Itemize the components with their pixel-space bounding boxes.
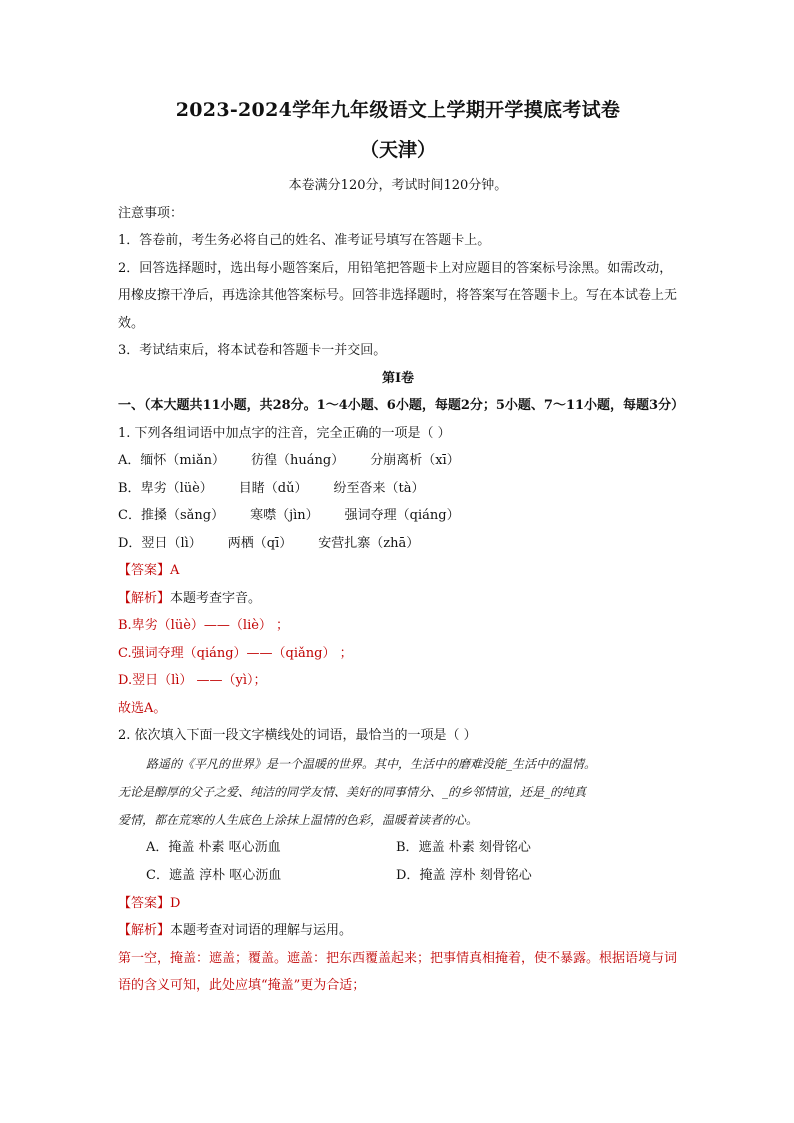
option-item: 纷至沓来（tà） [333,480,425,496]
q1-explanation-c: C.强词夺理（qiáng）——（qiǎng） ； [118,645,353,661]
option-label: D． [118,535,142,551]
q2-option-c [146,862,396,890]
q1-analysis [118,585,678,613]
notes-heading: 注意事项： [118,205,184,221]
note-1: 1．答卷前，考生务必将自己的姓名、准考证号填写在答题卡上。 [118,233,491,248]
exam-info: 本卷满分120分，考试时间120分钟。 [288,178,508,193]
q2-answer [118,890,678,918]
note-3: 3．考试结束后，将本试卷和答题卡一并交回。 [118,343,387,358]
answer-tag: 【答案】 [118,563,171,578]
option-item: 缅怀（miǎn） [140,453,225,468]
option-label: A． [118,453,141,468]
option-item: 寒噤（jìn） [250,508,319,523]
q1-option-d [118,530,678,558]
q1-option-b [118,475,678,503]
option-item: 目睹（dǔ） [238,480,308,496]
answer-value: D [170,895,181,911]
option-label: B． [118,480,141,496]
q2-stem: 2. 依次填入下面一段文字横线处的词语，最恰当的一项是（ ） [118,728,477,743]
q2-explanation-1: 第一空，掩盖：遮盖；覆盖。遮盖：把东西覆盖起来；把事情真相掩着，使不暴露。根据语境与词语的含义可知，此处应填“掩盖”更为合适； [118,950,678,993]
note-2: 2．回答选择题时，选出每小题答案后，用铅笔把答题卡上对应题目的答案标号涂黑。如需改动，用橡皮擦干净后，再选涂其他答案标号。回答非选择题时，将答案写在答题卡上。写在本试卷上无效。 [118,260,678,331]
exam-page [118,96,685,1000]
option-item: 卑劣（lüè） [140,480,213,496]
q1-answer [118,557,678,585]
option-text: 遮盖 淳朴 呕心沥血 [168,867,282,883]
q1-conclusion: 故选A。 [118,700,167,716]
option-label: A． [146,839,169,855]
volume-label: 第Ⅰ卷 [381,370,415,386]
exam-subtitle: （天津） [359,139,436,161]
q1-option-c [118,502,678,530]
analysis-text: 本题考查字音。 [170,590,262,606]
option-label: C． [146,867,169,883]
q2-passage-line-3: 爱情，都在荒寒的人生底色上涂抹上温情的色彩，温暖着读者的心。 [118,812,479,827]
option-label: D． [396,867,420,883]
q1-explanation-d: D.翌日（lì） ——（yì）； [118,673,267,688]
analysis-text: 本题考查对词语的理解与运用。 [170,923,353,938]
option-item: 分崩离析（xī） [370,453,460,468]
section-heading: 一、（本大题共11小题，共28分。1～4小题、6小题，每题2分；5小题、7～11小题，每题3分） [118,398,685,413]
option-item: 翌日（lì） [141,535,202,551]
q2-analysis [118,917,678,945]
q1-stem: 1. 下列各组词语中加点字的注音，完全正确的一项是（ ） [118,425,451,441]
q2-passage-line-1: 路遥的《平凡的世界》是一个温暖的世界。其中，生活中的磨难没能_生活中的温情。 [146,756,597,771]
analysis-tag: 【解析】 [118,923,171,938]
q2-options-row-1 [118,834,678,862]
option-item: 推搡（sǎng） [140,508,225,523]
q2-option-b [396,834,646,862]
analysis-tag: 【解析】 [118,590,171,606]
exam-title: 2023-2024学年九年级语文上学期开学摸底考试卷 [175,99,621,121]
answer-tag: 【答案】 [118,895,171,911]
option-item: 安营扎寨（zhā） [318,535,420,551]
q2-option-a [146,834,396,862]
option-item: 强词夺理（qiáng） [344,508,460,523]
answer-value: A [170,563,180,578]
option-item: 彷徨（huáng） [251,453,345,468]
q2-option-d [396,862,646,890]
option-text: 掩盖 朴素 呕心沥血 [168,839,281,855]
q2-passage-line-2: 无论是醇厚的父子之爱、纯洁的同学友情、美好的同事情分、_的乡邻情谊，还是_的纯真 [118,784,587,799]
option-text: 掩盖 淳朴 刻骨铭心 [419,867,532,883]
q1-explanation-b: B.卑劣（lüè）——（liè） ； [118,618,290,633]
option-label: B． [396,839,419,855]
option-label: C． [118,508,141,523]
option-text: 遮盖 朴素 刻骨铭心 [418,839,531,855]
q2-options-row-2 [118,862,678,890]
option-item: 两栖（qī） [227,535,293,551]
q1-option-a [118,447,678,475]
